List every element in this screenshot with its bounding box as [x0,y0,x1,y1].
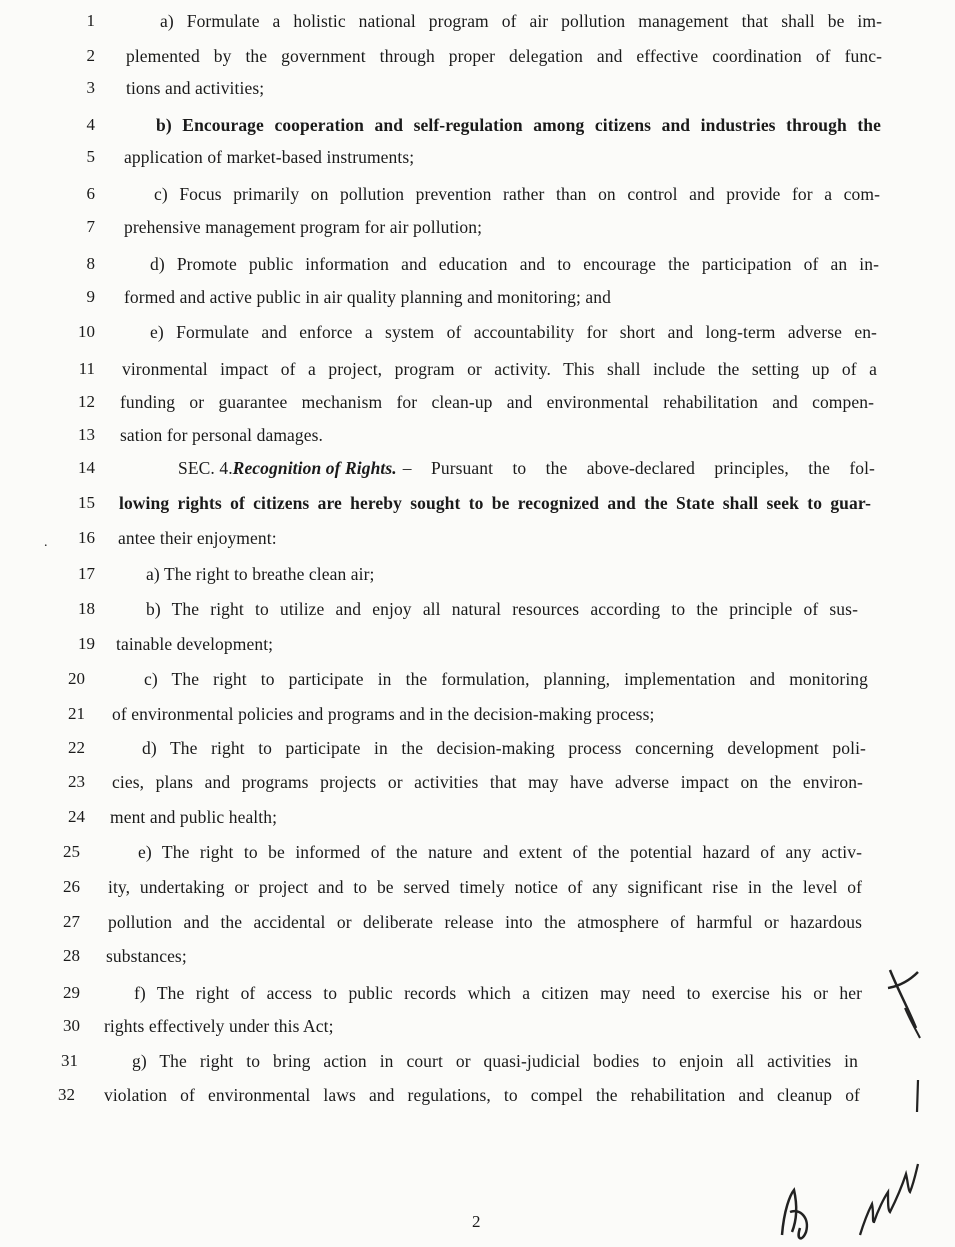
text-line [0,286,955,320]
line-text: c) Focus primarily on pollution prevention rather than on control and provide for a com- [154,184,880,204]
line-text: f) The right of access to public records which a citizen may need to exercise his or her [134,983,862,1003]
line-text: antee their enjoyment: [118,528,277,548]
line-number: 14 [78,458,95,477]
text-line [0,77,955,111]
text-line [0,771,955,805]
line-number: 19 [78,634,95,653]
line-number: 7 [86,217,95,236]
text-line [0,563,955,597]
line-text: application of market-based instruments; [124,147,415,167]
line-text: d) The right to participate in the decision-making process concerning development poli- [142,738,866,758]
line-text: ment and public health; [110,807,278,827]
line-text: tainable development; [116,634,274,654]
line-text: vironmental impact of a project, program or activity. This shall include the setting up of a [122,359,877,379]
line-number: 30 [63,1016,80,1035]
text-line [0,806,955,840]
line-number: 6 [86,184,95,203]
line-number: 8 [86,254,95,273]
line-number: 16 [78,528,95,547]
section-heading-line [178,457,875,479]
line-text: lowing rights of citizens are hereby sought to be recognized and the State shall seek to guar- [119,493,871,513]
text-line [0,10,955,44]
text-line [0,183,955,217]
line-text: funding or guarantee mechanism for clean-up and environmental rehabilitation and compen- [120,392,874,412]
line-number: 12 [78,392,95,411]
text-line [0,457,955,491]
text-line [0,45,955,79]
text-line [0,424,955,458]
line-number: 4 [86,115,95,134]
line-number: 1 [86,11,95,30]
line-number: 31 [61,1051,78,1070]
text-line [0,598,955,632]
line-text: a) The right to breathe clean air; [146,564,375,584]
text-line [0,876,955,910]
line-text: e) Formulate and enforce a system of accountability for short and long-term adverse en- [150,322,877,342]
text-line [0,391,955,425]
line-text: pollution and the accidental or deliberate release into the atmosphere of harmful or hazardous [108,912,862,932]
line-number: 15 [78,493,95,512]
line-text: violation of environmental laws and regulations, to compel the rehabilitation and cleanup of [104,1085,860,1105]
line-text: b) The right to utilize and enjoy all natural resources according to the principle of sus- [146,599,858,619]
line-number: 27 [63,912,80,931]
line-text: d) Promote public information and education and to encourage the participation of an in- [150,254,879,274]
line-number: 23 [68,772,85,791]
line-number: 9 [86,287,95,306]
margin-dot: . [44,535,48,550]
text-line [0,527,955,561]
line-text: c) The right to participate in the formulation, planning, implementation and monitoring [144,669,868,689]
line-text: of environmental policies and programs and in the decision-making process; [112,704,655,724]
text-line [0,703,955,737]
line-text: e) The right to be informed of the nature and extent of the potential hazard of any activ- [138,842,862,862]
line-number: 2 [86,46,95,65]
line-number: 26 [63,877,80,896]
line-number: 25 [63,842,80,861]
line-text: plemented by the government through proper delegation and effective coordination of func- [126,46,882,66]
line-text: sation for personal damages. [120,425,324,445]
line-number: 18 [78,599,95,618]
line-number: 11 [78,359,95,378]
page-number: 2 [472,1212,481,1231]
line-number: 13 [78,425,95,444]
line-number: 32 [58,1085,75,1104]
line-number: 21 [68,704,85,723]
line-number: 28 [63,946,80,965]
line-text: b) Encourage cooperation and self-regulation among citizens and industries through the [156,115,881,135]
text-line [0,492,955,526]
line-number: 10 [78,322,95,341]
line-number: 20 [68,669,85,688]
line-text: cies, plans and programs projects or activities that may have adverse impact on the environ- [112,772,863,792]
text-line [0,216,955,250]
line-number: 24 [68,807,85,826]
section-number: SEC. 4. [178,458,233,478]
line-text: tions and activities; [126,78,265,98]
line-number: 3 [86,78,95,97]
text-line [0,737,955,771]
line-text: g) The right to bring action in court or quasi-judicial bodies to enjoin all activities in [132,1051,858,1071]
line-text: prehensive management program for air pollution; [124,217,483,237]
line-text: – Pursuant to the above-declared principles, the fol- [402,458,875,478]
line-text: substances; [106,946,187,966]
text-line [0,633,955,667]
text-line [0,358,955,392]
line-number: 29 [63,983,80,1002]
text-line [0,911,955,945]
line-text: a) Formulate a holistic national program of air pollution management that shall be im- [160,11,882,31]
line-text: ity, undertaking or project and to be served timely notice of any significant rise in the level of [108,877,862,897]
text-line [0,668,955,702]
text-line [0,146,955,180]
line-text: rights effectively under this Act; [104,1016,334,1036]
section-title: Recognition of Rights. [232,458,397,478]
line-number: 5 [86,147,95,166]
line-number: 22 [68,738,85,757]
line-text: formed and active public in air quality planning and monitoring; and [124,287,611,307]
handwritten-initials [760,960,955,1247]
text-line [0,114,955,148]
text-line [0,253,955,287]
text-line [0,321,955,355]
line-number: 17 [78,564,95,583]
text-line [0,841,955,875]
